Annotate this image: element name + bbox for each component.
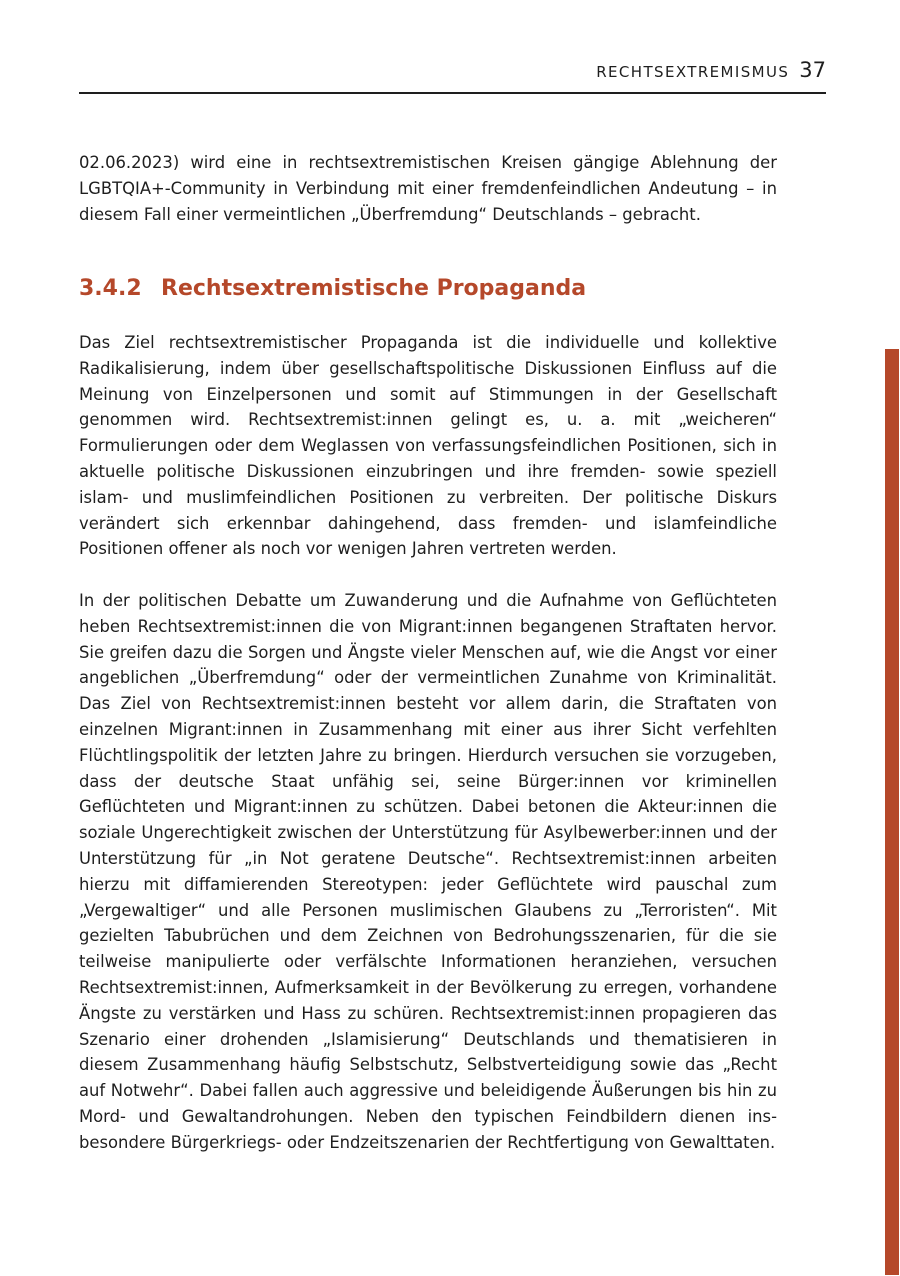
running-header <box>79 58 826 94</box>
paragraph-migration-debate: In der politischen Debatte um Zuwanderung und die Aufnahme von Geflüchteten heben Rechtsextremist:innen die von Migrant:innen begangenen Straftaten hervor. Sie greifen dazu die Sorgen und Ängste vieler Menschen auf, wie die Angst vor einer angeblichen „Überfremdung“ oder der vermeintlichen Zunahme von Kriminalität. Das Ziel von Rechtsextremist:innen besteht vor allem darin, die Straftaten von einzelnen Migrant:innen in Zusammenhang mit einer aus ihrer Sicht verfehlten Flüchtlingspolitik der letzten Jahre zu bringen. Hierdurch versuchen sie vorzugeben, dass der deutsche Staat unfähig sei, seine Bürger:innen vor kriminellen Geflüchteten und Migrant:innen zu schützen. Dabei betonen die Akteur:innen die soziale Ungerechtigkeit zwischen der Unterstützung für Asylbewerber:innen und der Unterstützung für „in Not geratene Deutsche“. Rechtsextremist:innen arbeiten hierzu mit diffamierenden Stereotypen: jeder Geflüchtete wird pauschal zum „Vergewaltiger“ und alle Personen muslimischen Glaubens zu „Terroristen“. Mit gezielten Tabubrüchen und dem Zeichnen von Bedrohungsszenarien, für die sie teilweise manipulierte oder verfälschte Informationen heranziehen, versuchen Rechtsextremist:innen, Aufmerksamkeit in der Bevölkerung zu erregen, vorhandene Ängste zu verstärken und Hass zu schüren. Rechtsextremist:innen propagieren das Szenario einer drohenden „Islamisierung“ Deutschlands und thematisieren in diesem Zusammenhang häufig Selbstschutz, Selbstverteidigung sowie das „Recht auf Notwehr“. Dabei fallen auch aggressive und beleidigende Äußerungen bis hin zu Mord- und Gewaltandrohungen. Neben den typischen Feindbildern dienen insbesondere Bürgerkriegs- oder Endzeitszenarien der Rechtfertigung von Gewalttaten. <box>79 591 777 1152</box>
page-number: 37 <box>799 58 826 82</box>
section-title: Rechtsextremistische Propaganda <box>161 276 587 301</box>
section-heading <box>79 276 586 301</box>
header-title: RECHTSEXTREMISMUS <box>596 63 790 81</box>
section-number: 3.4.2 <box>79 276 142 301</box>
paragraph-continued: 02.06.2023) wird eine in rechtsextremistischen Kreisen gängige Ablehnung der LGBTQIA+-Community in Verbindung mit einer fremdenfeindlichen Andeutung – in diesem Fall einer vermeintlichen „Überfremdung“ Deutschlands – gebracht. <box>79 153 777 224</box>
paragraph-propaganda-goal: Das Ziel rechtsextremistischer Propaganda ist die individuelle und kollektive Radikalisierung, indem über gesellschaftspolitische Diskussionen Einfluss auf die Meinung von Einzelpersonen und somit auf Stimmungen in der Gesellschaft genommen wird. Rechtsextremist:innen gelingt es, u. a. mit „weicheren“ Formulierungen oder dem Weglassen von verfassungsfeindlichen Positionen, sich in aktuelle politische Diskussionen einzubringen und ihre fremden- sowie speziell islam- und muslimfeindlichen Positionen zu verbreiten. Der politische Diskurs verändert sich erkennbar dahingehend, dass fremden- und islamfeindliche Positionen offener als noch vor wenigen Jahren vertreten werden. <box>79 333 777 559</box>
chapter-margin-bar <box>885 349 899 1275</box>
